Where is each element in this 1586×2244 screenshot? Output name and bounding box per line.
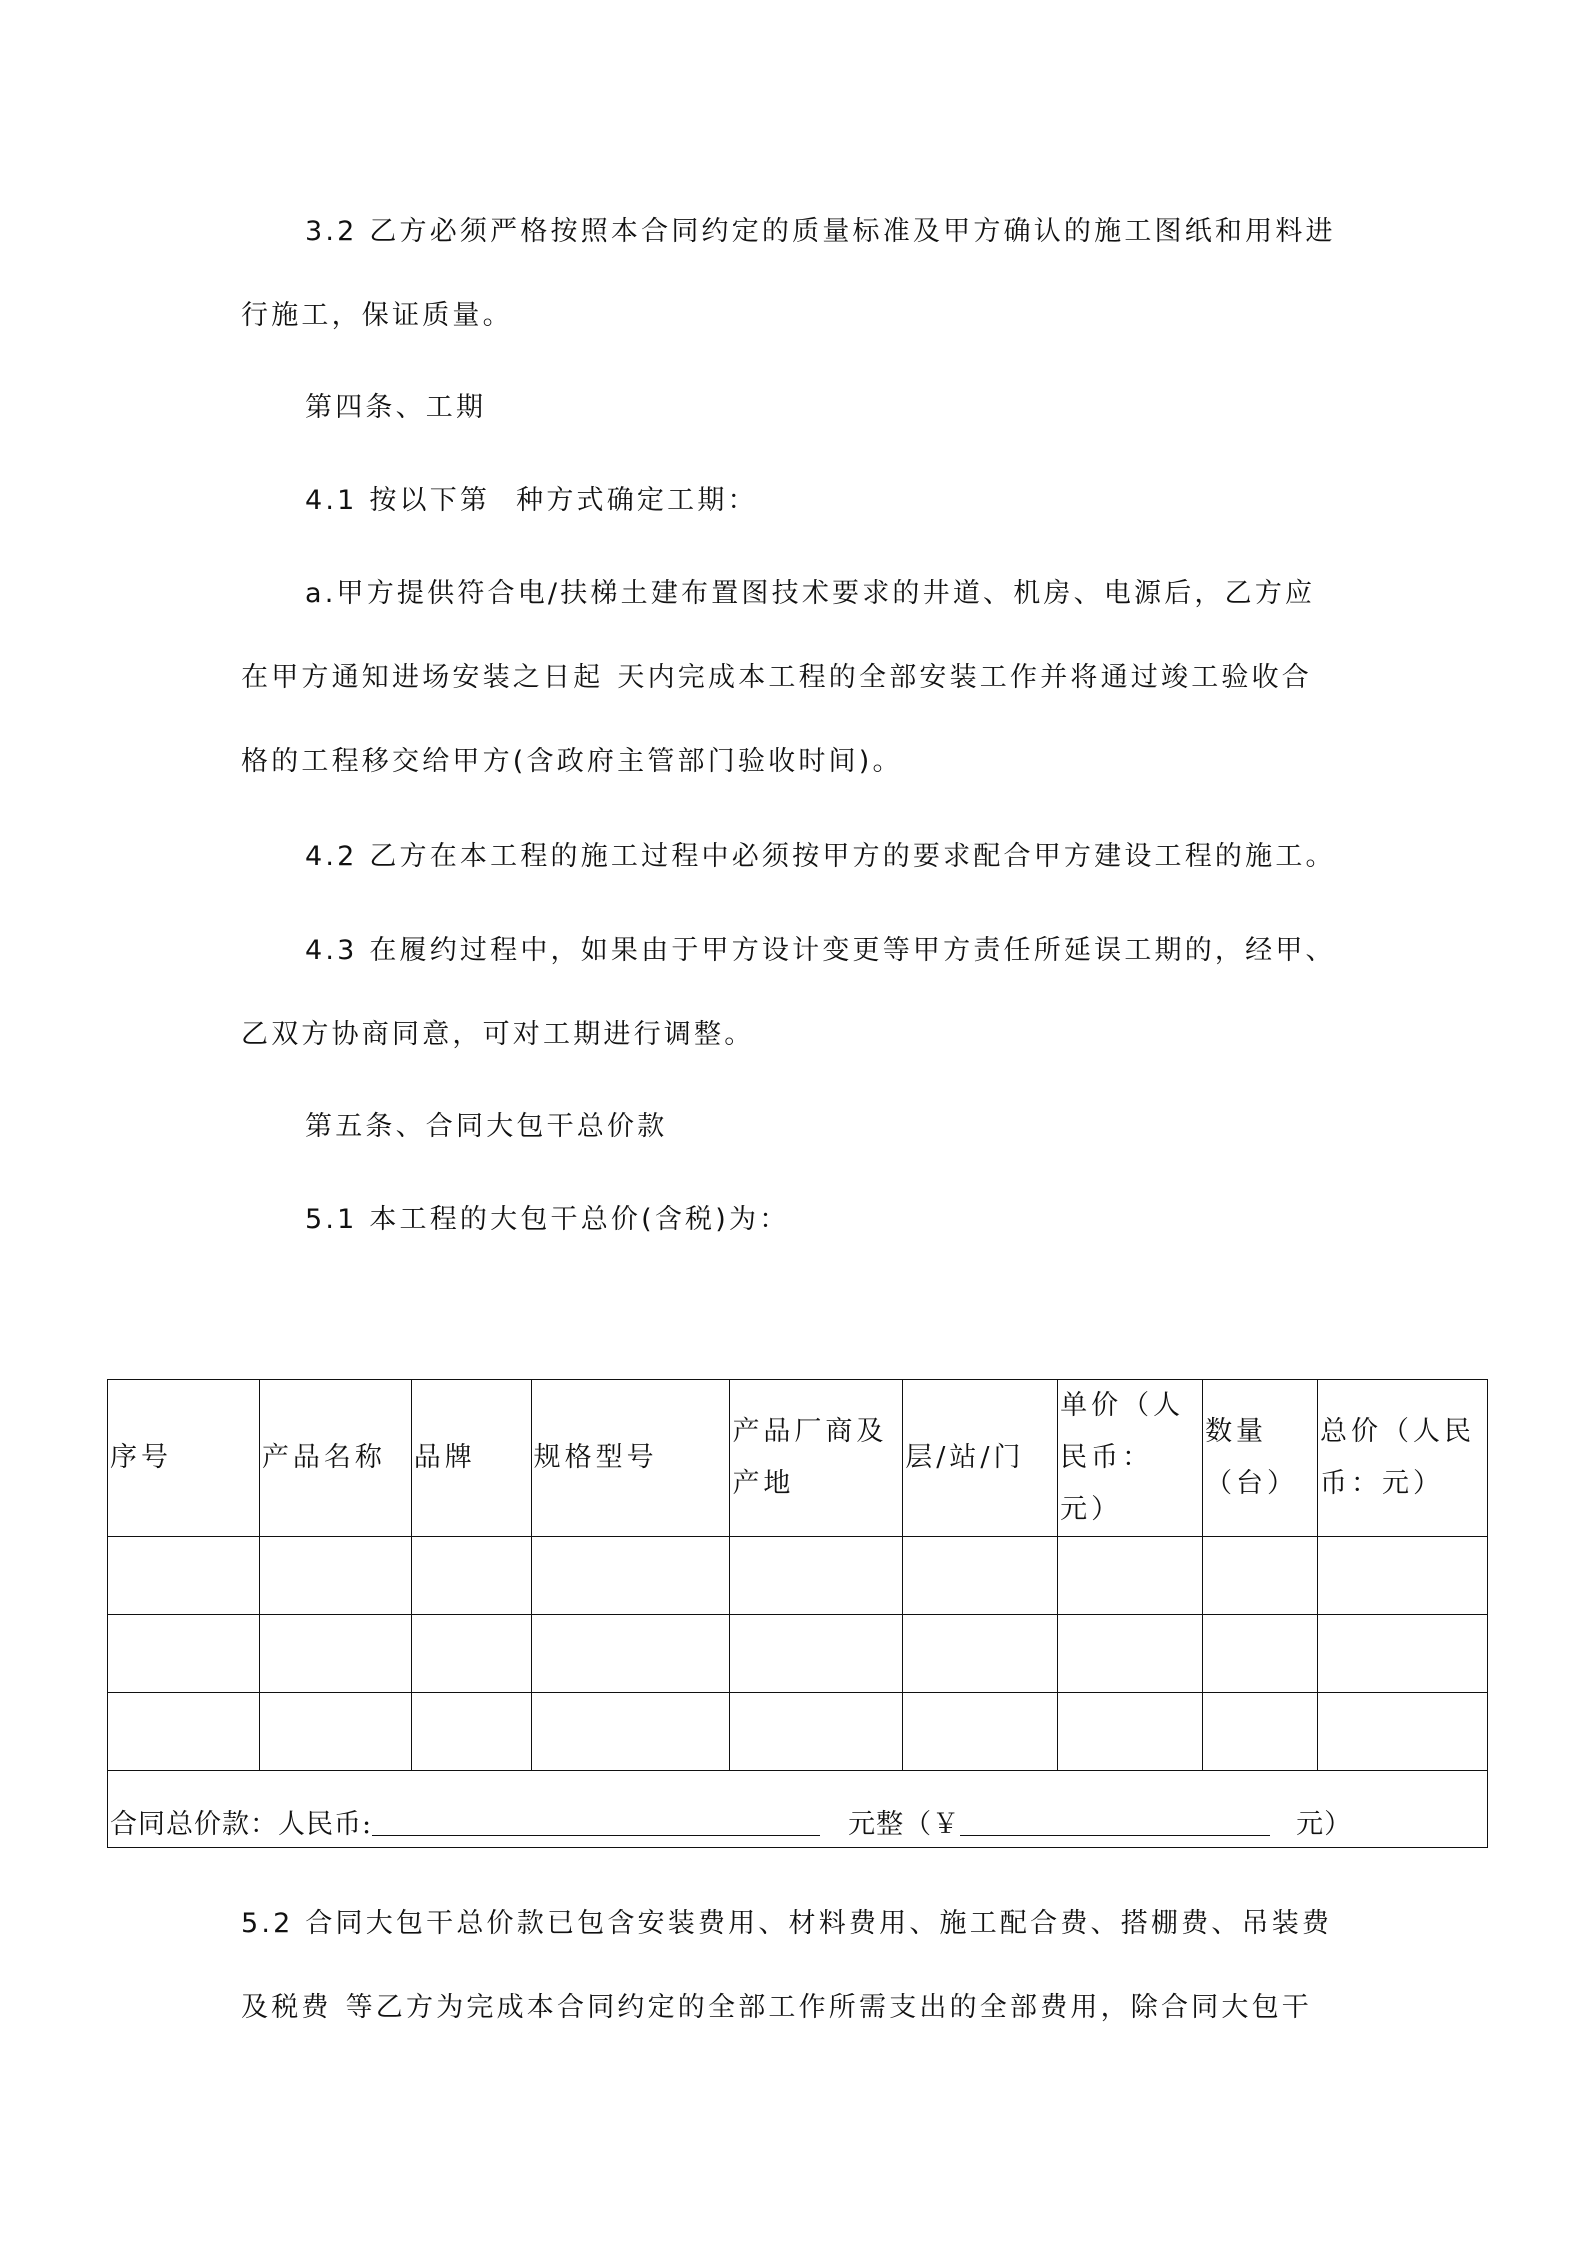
table-cell bbox=[411, 1615, 531, 1693]
clause-4-2: 4.2 乙方在本工程的施工过程中必须按甲方的要求配合甲方建设工程的施工。 bbox=[305, 841, 1336, 872]
header-unit-price: 单价（人民币：元） bbox=[1058, 1380, 1203, 1537]
table-cell bbox=[1058, 1615, 1203, 1693]
contract-total-label: 合同总价款：人民币: bbox=[110, 1809, 373, 1840]
clause-a-line-2 bbox=[241, 664, 1312, 691]
clause-5-1: 5.1 本工程的大包干总价(含税)为： bbox=[305, 1204, 790, 1235]
contract-total-end: 元） bbox=[1296, 1809, 1353, 1840]
table-cell bbox=[108, 1693, 260, 1771]
article-4-title: 第四条、工期 bbox=[305, 392, 487, 423]
table-cell bbox=[411, 1693, 531, 1771]
total-rmb-figure-blank bbox=[960, 1807, 1270, 1836]
clause-a-line-1: a.甲方提供符合电/扶梯土建布置图技术要求的井道、机房、电源后，乙方应 bbox=[305, 578, 1316, 609]
table-cell bbox=[730, 1615, 903, 1693]
header-total-price: 总价（人民币：元） bbox=[1318, 1380, 1488, 1537]
table-cell bbox=[259, 1537, 411, 1615]
table-cell bbox=[1318, 1537, 1488, 1615]
table-cell bbox=[108, 1615, 260, 1693]
table-row bbox=[108, 1693, 1488, 1771]
header-floors-stops-doors: 层/站/门 bbox=[903, 1380, 1058, 1537]
table-cell bbox=[1058, 1693, 1203, 1771]
table-cell bbox=[1203, 1537, 1318, 1615]
price-table bbox=[107, 1379, 1488, 1848]
table-cell bbox=[730, 1537, 903, 1615]
header-brand: 品牌 bbox=[411, 1380, 531, 1537]
table-cell bbox=[903, 1615, 1058, 1693]
table-cell bbox=[1058, 1537, 1203, 1615]
clause-3-2-line-2: 行施工，保证质量。 bbox=[241, 300, 513, 331]
table-cell bbox=[411, 1537, 531, 1615]
table-cell bbox=[531, 1537, 730, 1615]
clause-3-2-line-1: 3.2 乙方必须严格按照本合同约定的质量标准及甲方确认的施工图纸和用料进 bbox=[305, 216, 1336, 247]
table-cell bbox=[259, 1615, 411, 1693]
table-cell bbox=[903, 1693, 1058, 1771]
table-cell bbox=[730, 1693, 903, 1771]
clause-4-1 bbox=[305, 487, 758, 514]
total-rmb-words-blank bbox=[372, 1807, 820, 1836]
table-cell bbox=[1203, 1693, 1318, 1771]
clause-a-line-3: 格的工程移交给甲方(含政府主管部门验收时间)。 bbox=[241, 746, 903, 777]
table-cell bbox=[108, 1537, 260, 1615]
contract-total-cell bbox=[108, 1771, 1488, 1848]
clause-4-3-line-2: 乙双方协商同意，可对工期进行调整。 bbox=[241, 1019, 755, 1050]
table-header-row bbox=[108, 1380, 1488, 1537]
clause-a-line-2-part-b: 天内完成本工程的全部安装工作并将通过竣工验收合 bbox=[617, 662, 1313, 693]
table-row bbox=[108, 1537, 1488, 1615]
header-model: 规格型号 bbox=[531, 1380, 730, 1537]
table-cell bbox=[1203, 1615, 1318, 1693]
table-cell bbox=[1318, 1615, 1488, 1693]
clause-5-2-line-2-part-a: 及税费 bbox=[241, 1992, 332, 2023]
table-cell bbox=[259, 1693, 411, 1771]
clause-4-1-part-b: 种方式确定工期： bbox=[516, 485, 758, 516]
clause-5-2-line-2-part-b: 等乙方为完成本合同约定的全部工作所需支出的全部费用，除合同大包干 bbox=[345, 1992, 1313, 2023]
table-cell bbox=[531, 1693, 730, 1771]
clause-5-2-line-2 bbox=[241, 1994, 1312, 2021]
header-quantity: 数量（台） bbox=[1203, 1380, 1318, 1537]
header-serial-number: 序号 bbox=[108, 1380, 260, 1537]
contract-total-mid: 元整（￥ bbox=[848, 1809, 961, 1840]
table-row bbox=[108, 1615, 1488, 1693]
clause-a-line-2-part-a: 在甲方通知进场安装之日起 bbox=[241, 662, 604, 693]
clause-4-1-part-a: 4.1 按以下第 bbox=[305, 485, 491, 516]
table-cell bbox=[1318, 1693, 1488, 1771]
clause-4-3-line-1: 4.3 在履约过程中，如果由于甲方设计变更等甲方责任所延误工期的，经甲、 bbox=[305, 935, 1336, 966]
article-5-title: 第五条、合同大包干总价款 bbox=[305, 1111, 668, 1142]
clause-5-2-line-1: 5.2 合同大包干总价款已包含安装费用、材料费用、施工配合费、搭棚费、吊装费 bbox=[241, 1908, 1333, 1939]
header-product-name: 产品名称 bbox=[259, 1380, 411, 1537]
contract-total-row bbox=[108, 1771, 1488, 1848]
header-manufacturer: 产品厂商及产地 bbox=[730, 1380, 903, 1537]
table-cell bbox=[903, 1537, 1058, 1615]
table-cell bbox=[531, 1615, 730, 1693]
